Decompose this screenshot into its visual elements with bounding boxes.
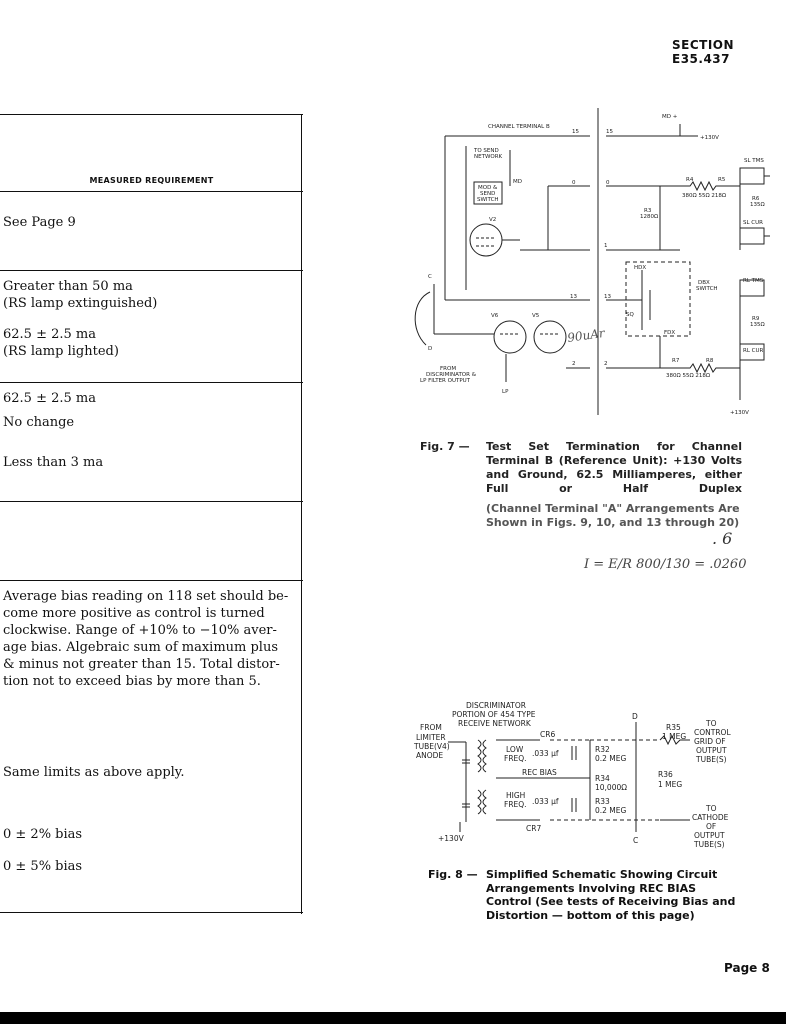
row-divider [0,270,303,271]
fig7-label: TO SEND [474,148,499,154]
table-cell-line: No change [3,415,75,430]
fig8-label: R32 [595,745,610,754]
fig7-label: FDX [664,330,676,336]
page-number: Page 8 [724,961,770,975]
fig7-label: MD + [662,114,678,120]
fig7-label: R3 [644,208,652,214]
fig8-label: PORTION OF 454 TYPE [452,710,536,719]
fig8-label: CR6 [540,730,556,739]
row-divider [0,580,303,581]
fig7-label: 1 [604,243,608,249]
table-cell-line: clockwise. Range of +10% to −10% aver- [3,623,277,638]
fig7-label: R6 [752,196,760,202]
fig7-label: 0 [572,180,576,186]
fig7-caption-text: Test Set Termination for Channel Terminal B (Reference Unit): +130 Volts and Ground, 62.5 Milliamperes, either Full or Half Duplex [486,440,742,495]
fig8-caption-label: Fig. 8 — [428,868,478,881]
fig8-label: R34 [595,774,610,783]
table-cell-line: Greater than 50 ma [3,279,133,294]
fig8-label: ANODE [416,751,444,760]
fig7-note: (Channel Terminal "A" Arrangements Are Shown in Figs. 9, 10, and 13 through 20) [486,502,740,529]
fig7-label: 380Ω 55Ω 218Ω [682,193,727,199]
fig8-label: CONTROL [694,728,731,737]
fig7-label: 2 [572,361,576,367]
fig7-label: 135Ω [750,322,765,328]
table-cell-line: Same limits as above apply. [3,765,185,780]
fig8-label: OUTPUT [694,831,725,840]
fig7-label: FROM [440,366,457,372]
fig7-label: 380Ω 55Ω 218Ω [666,373,711,379]
fig7-label: R9 [752,316,760,322]
fig8-label: CR7 [526,824,542,833]
fig8-label: TUBE(S) [694,840,725,849]
fig8-label: R33 [595,797,610,806]
fig8-label: 1 MEG [658,780,683,789]
fig8-label: .033 µf [532,797,559,806]
table-cell-line: & minus not greater than 15. Total distor- [3,657,280,672]
fig8-label: RECEIVE NETWORK [458,719,531,728]
fig7-caption [420,440,742,496]
fig7-label: SWITCH [477,197,499,203]
fig8-label: GRID OF [694,737,726,746]
fig7-label: 2 [604,361,608,367]
fig8-label: HIGH [506,791,526,800]
table-cell-line: 0 ± 5% bias [3,859,83,874]
fig8-label: C [633,836,639,845]
fig8-label: REC BIAS [522,768,557,777]
fig7-label: MOD & [478,185,498,191]
table-cell-line: (RS lamp lighted) [3,344,119,359]
table-cell-line: 0 ± 2% bias [3,827,83,842]
fig8-caption-text: Simplified Schematic Showing Circuit Arrangements Involving REC BIAS Control (See tests of Receiving Bias and Distortion — bottom of this page) [486,868,736,922]
fig7-label: R7 [672,358,680,364]
table-cell-line: (RS lamp extinguished) [3,296,158,311]
fig8-caption [428,868,742,922]
fig7-label: R5 [718,177,726,183]
fig7-label: MD [513,179,522,185]
fig7-label: V6 [491,313,499,319]
fig7-label: SL TMS [744,158,764,164]
fig7-label: SEND [480,191,496,197]
fig8-label: LIMITER [416,733,446,742]
table-cell-line: come more positive as control is turned [3,606,265,621]
table-cell-line: Average bias reading on 118 set should be- [3,589,289,604]
handwritten-formula [580,528,780,580]
row-divider [0,382,303,383]
table-cell-line: tion not to exceed bias by more than 5. [3,674,261,689]
table-top-border [0,114,303,115]
fig7-label: 15 [606,129,613,135]
fig7-label: R4 [686,177,694,183]
fig8-label: LOW [506,745,524,754]
fig7-handwritten-note: 90uAr [566,325,606,345]
fig8-schematic [410,695,750,855]
fig7-label: 135Ω [750,202,765,208]
fig7-label: +130V [730,410,749,416]
fig7-label: D [428,346,433,352]
fig7-label: CHANNEL TERMINAL B [488,124,550,130]
table-cell-line: See Page 9 [3,215,76,230]
fig8-label: TO [706,719,717,728]
fig8-label: D [632,712,638,721]
fig7-label: SWITCH [696,286,718,292]
fig8-label: R36 [658,770,673,779]
fig8-label: +130V [438,834,464,843]
handwritten-bottom: I = E/R 800/130 = .0260 [584,557,747,572]
fig8-label: 10,000Ω [595,783,627,792]
fig7-label: +130V [700,135,719,141]
table-header: MEASURED REQUIREMENT [89,176,214,185]
fig7-label: 13 [570,294,577,300]
fig8-label: R35 [666,723,681,732]
fig8-label: 0.2 MEG [595,754,627,763]
fig8-label: .033 µf [532,749,559,758]
table-cell-line: 62.5 ± 2.5 ma [3,391,96,406]
fig7-label: RL CUR [743,348,764,354]
fig7-label: LP [502,389,509,395]
fig8-label: FREQ. [504,754,527,763]
fig7-label: 13 [604,294,611,300]
fig7-label: 15 [572,129,579,135]
table-cell-line: 62.5 ± 2.5 ma [3,327,96,342]
fig8-label: FREQ. [504,800,527,809]
fig7-label: DBX [698,280,710,286]
fig8-label: OF [706,822,717,831]
fig8-label: OUTPUT [696,746,727,755]
row-divider [0,501,303,502]
fig7-label: HDX [634,265,647,271]
fig8-label: CATHODE [692,813,729,822]
fig7-label: NETWORK [474,154,503,160]
fig8-label: 0.2 MEG [595,806,627,815]
fig7-label: R8 [706,358,714,364]
fig8-label: 1 MEG [662,732,687,741]
scan-bottom-edge [0,1012,786,1024]
fig7-label: SL CUR [743,220,763,226]
fig7-label: 1280Ω [640,214,659,220]
requirement-table [0,114,303,914]
handwritten-top: . 6 [712,529,733,548]
fig8-label: TUBE(S) [696,755,727,764]
table-cell-line: Less than 3 ma [3,455,104,470]
fig7-label: LP FILTER OUTPUT [420,378,471,384]
table-right-border [301,114,302,914]
fig8-label: DISCRIMINATOR [466,701,526,710]
fig7-schematic [406,104,782,424]
table-cell-line: age bias. Algebraic sum of maximum plus [3,640,279,655]
fig7-label: RL TMS [743,278,764,284]
fig8-label: TO [706,804,717,813]
fig7-label: V2 [489,217,497,223]
fig7-label: C [428,274,432,280]
fig7-label: DISCRIMINATOR & [426,372,476,378]
fig7-caption-label: Fig. 7 — [420,440,470,453]
row-divider [0,191,303,192]
section-header: SECTION E35.437 [672,38,735,66]
fig8-label: FROM [420,723,442,732]
fig7-label: V5 [532,313,540,319]
fig7-label: SQ [626,312,634,318]
table-bottom-border [0,912,303,913]
fig8-label: TUBE(V4) [414,742,450,751]
fig7-label: 0 [606,180,610,186]
